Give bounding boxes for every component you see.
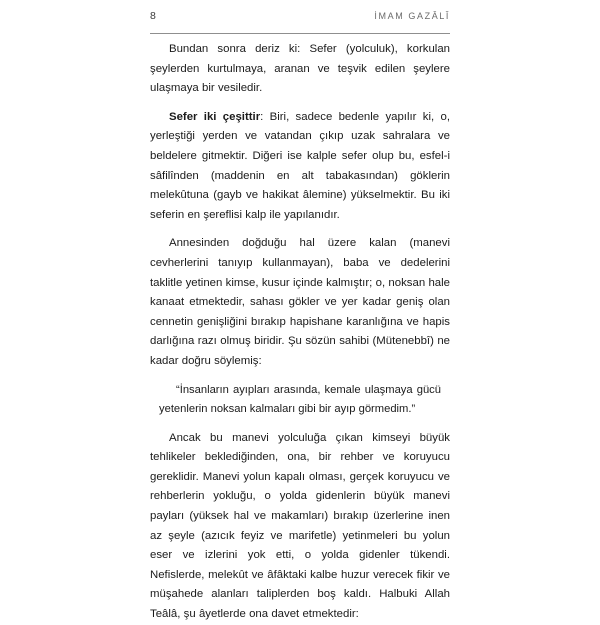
paragraph-2-lead: Sefer iki çeşittir — [169, 110, 261, 123]
quotation-text: “İnsanların ayıpları arasında, kemale ulaşmaya gücü yetenlerin noksan kalmaları gibi bir ayıp görmedim.” — [159, 383, 441, 416]
paragraph-2-text: : Biri, sadece bedenle yapılır ki, o, yerleştiği yerden ve vatandan çıkıp uzak sahralara ve beldelere gitmektir. Diğeri ise kalple sefer olup bu, esfel-i sâfilînden (maddenin en alt tabakasından) göklerin melekûtuna (gayb ve hakikat âlemine) yükselmektir. Bu iki seferin en şereflisi kalp ile yapılanıdır. — [150, 110, 450, 221]
paragraph-4: Ancak bu manevi yolculuğa çıkan kimseyi büyük tehlikeler beklediğinden, ona, bir rehber ve koruyucu gereklidir. Manevi yolun kapalı olması, gerçek koruyucu ve rehberlerin yokluğu, o yolda gidenlerin büyük manevi payları (yüksek hal ve makamları) bırakıp üzerlerine inen az şeyle (azıcık feyiz ve marifetle) yetinmeleri bu yolun eser ve izlerini yok etti, o yolda gidenler tükendi. Nefislerde, melekût ve âfâktaki kalbe huzur verecek fikir ve müşahede alanları taliplerden boş kaldı. Halbuki Allah Teâlâ, şu âyetlerde ona davet etmektedir: — [150, 431, 450, 621]
quotation-block — [150, 381, 441, 420]
paragraph-1: Bundan sonra deriz ki: Sefer (yolculuk), korkulan şeylerden kurtulmaya, aranan ve teşvik edilen şeylere ulaşmaya bir vesiledir. — [150, 43, 450, 95]
page-number: 8 — [150, 10, 157, 22]
paragraph-2 — [150, 108, 450, 226]
running-title: İMAM GAZÂLÎ — [374, 11, 450, 21]
text-block — [150, 40, 450, 625]
paragraph-3: Annesinden doğduğu hal üzere kalan (manevi cevherlerini tanıyıp kullanmayan), baba ve dedelerini taklitle yetinen kimse, kusur içinde kalmıştır; o, noksan hale kanaat etmektedir, sahası gökler ve yer kadar geniş olan cennetin genişliğini bırakıp hapishane karanlığına ve hapis darlığına razı olmuş biridir. Şu sözün sahibi (Mütenebbî) ne kadar doğru söylemiş: — [150, 237, 450, 367]
running-head — [150, 10, 450, 34]
